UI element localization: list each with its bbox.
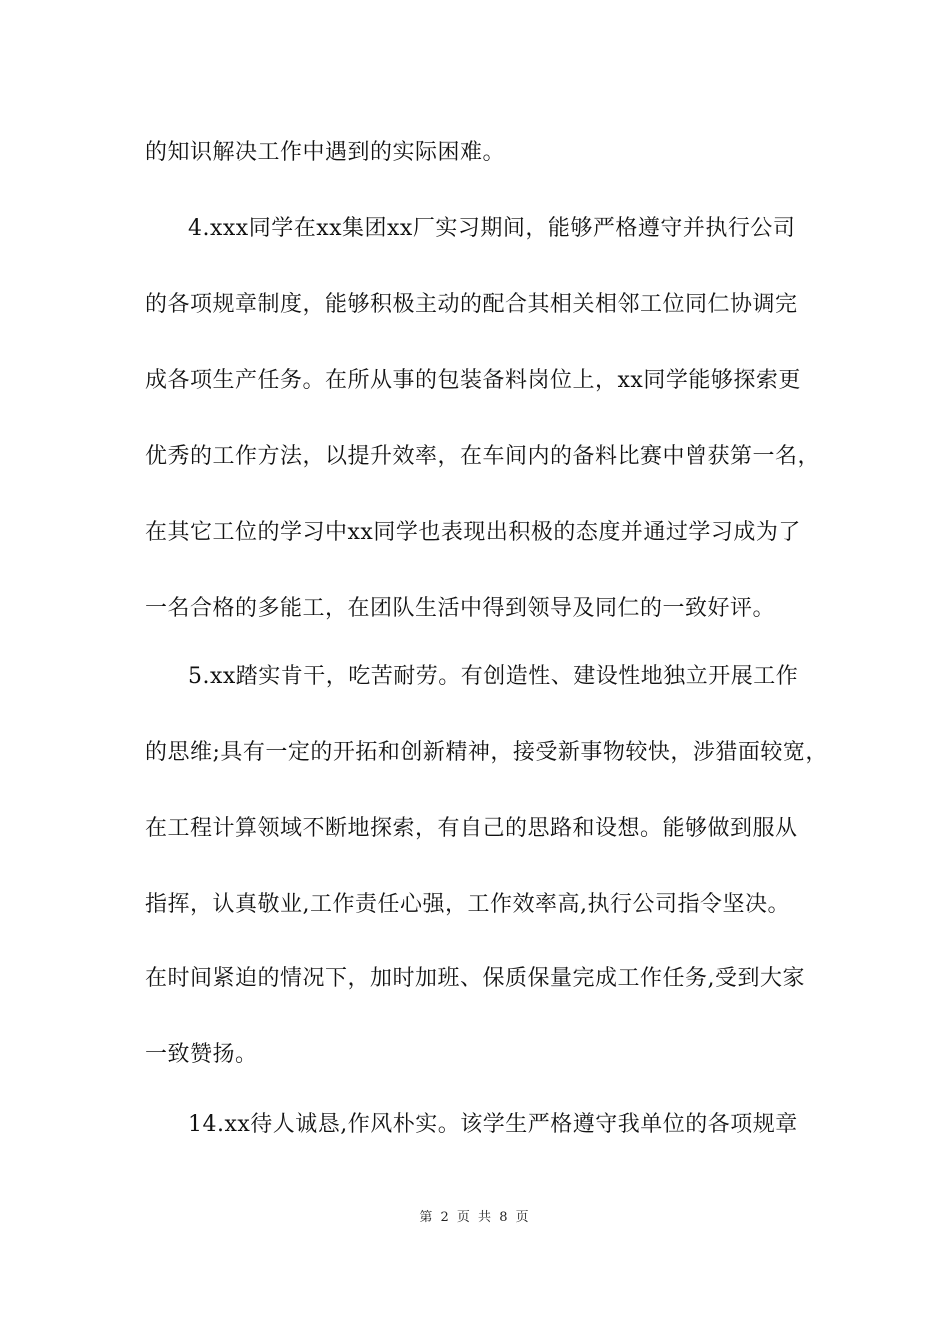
page-number-footer: 第 2 页 共 8 页 (419, 1210, 531, 1225)
text-line-2: 4.xxx同学在xx集团xx厂实习期间，能够严格遵守并执行公司 (188, 216, 796, 241)
text-line-7: 一名合格的多能工，在团队生活中得到领导及同仁的一致好评。 (145, 596, 776, 621)
text-line-14: 14.xx待人诚恳,作风朴实。该学生严格遵守我单位的各项规章 (188, 1112, 798, 1137)
text-line-13: 一致赞扬。 (145, 1042, 258, 1067)
text-line-12: 在时间紧迫的情况下，加时加班、保质保量完成工作任务,受到大家 (145, 966, 805, 991)
text-line-6: 在其它工位的学习中xx同学也表现出积极的态度并通过学习成为了 (145, 520, 801, 545)
text-line-9: 的思维;具有一定的开拓和创新精神，接受新事物较快，涉猎面较宽， (145, 740, 828, 765)
text-line-10: 在工程计算领域不断地探索，有自己的思路和设想。能够做到服从 (145, 816, 798, 841)
text-line-1: 的知识解决工作中遇到的实际困难。 (145, 140, 506, 165)
text-line-3: 的各项规章制度，能够积极主动的配合其相关相邻工位同仁协调完 (145, 292, 798, 317)
text-line-4: 成各项生产任务。在所从事的包装备料岗位上，xx同学能够探索更 (145, 368, 801, 393)
text-line-5: 优秀的工作方法，以提升效率，在车间内的备料比赛中曾获第一名， (145, 444, 821, 469)
text-line-11: 指挥，认真敬业,工作责任心强，工作效率高,执行公司指令坚决。 (145, 892, 790, 917)
text-line-8: 5.xx踏实肯干，吃苦耐劳。有创造性、建设性地独立开展工作 (188, 664, 799, 689)
